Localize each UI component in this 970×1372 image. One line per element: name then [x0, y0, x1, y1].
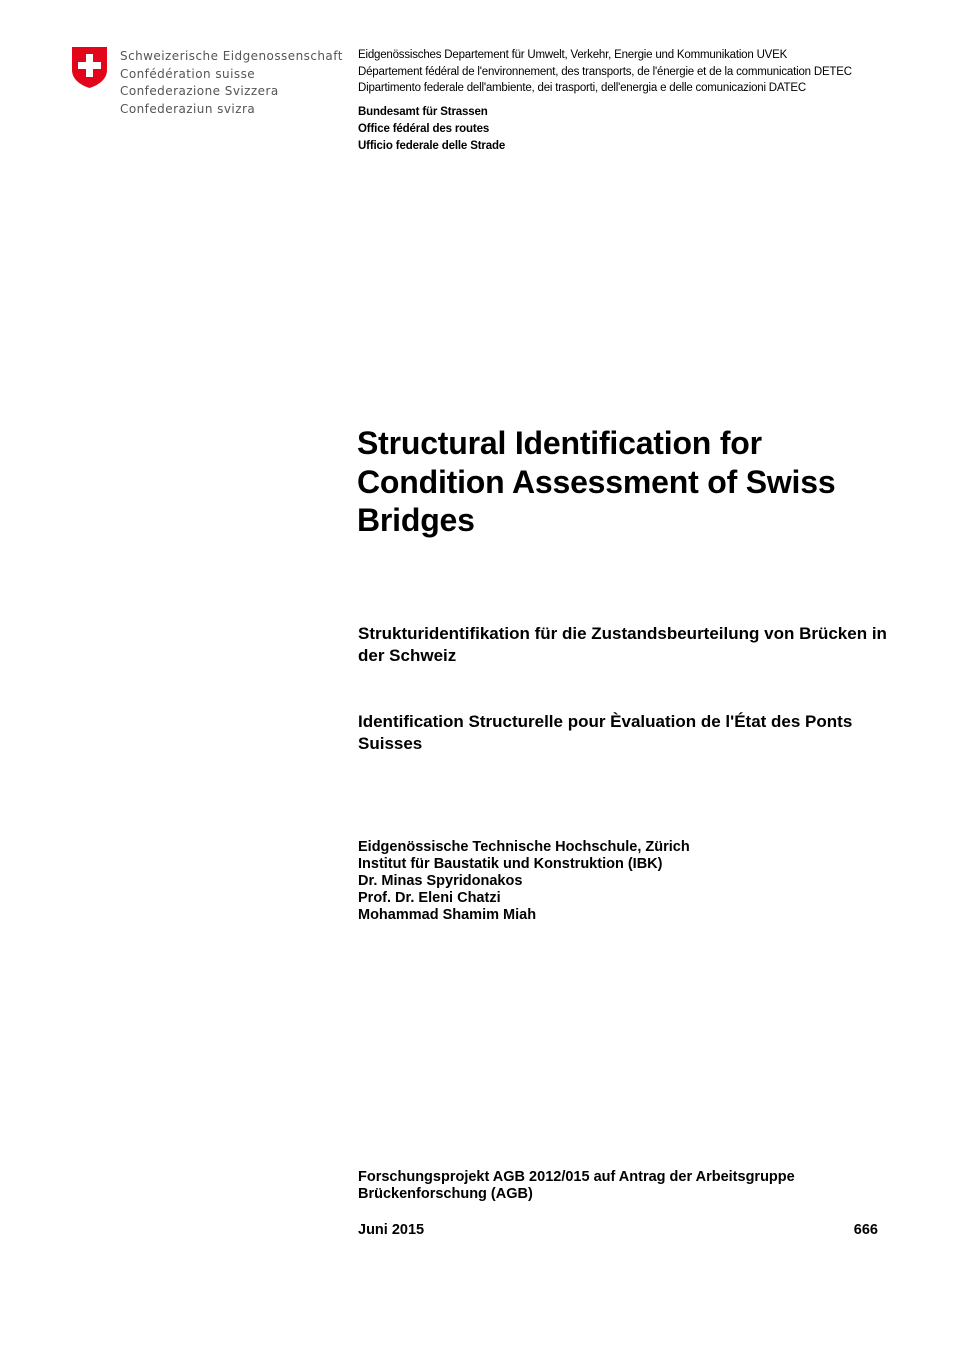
- author-name: Prof. Dr. Eleni Chatzi: [358, 890, 501, 906]
- office-de: Bundesamt für Strassen: [358, 106, 488, 118]
- office-fr: Office fédéral des routes: [358, 122, 490, 135]
- subtitle-french: Identification Structurelle pour Èvaluation de l'État des Ponts Suisses: [358, 712, 853, 753]
- confed-name-de: Schweizerische Eidgenossenschaft: [120, 49, 343, 63]
- confederation-names: [120, 48, 343, 118]
- swiss-cross-shield-icon: [71, 46, 108, 89]
- report-number: 666: [853, 1222, 878, 1238]
- office-header: [358, 104, 758, 154]
- author-name: Mohammad Shamim Miah: [358, 907, 537, 923]
- confed-name-rm: Confederaziun svizra: [120, 101, 256, 116]
- author-institute: Institut für Baustatik und Konstruktion (IBK): [358, 856, 663, 872]
- author-name: Dr. Minas Spyridonakos: [358, 873, 523, 889]
- report-title: Structural Identification for Condition Assessment of Swiss Bridges: [357, 425, 836, 538]
- author-institution: Eidgenössische Technische Hochschule, Zürich: [358, 839, 690, 855]
- publication-date: Juni 2015: [358, 1222, 425, 1238]
- department-header: [358, 47, 938, 97]
- department-it: Dipartimento federale dell'ambiente, dei trasporti, dell'energia e delle comunicazioni DATEC: [358, 82, 806, 94]
- confed-name-it: Confederazione Svizzera: [120, 84, 279, 98]
- subtitle-german: Strukturidentifikation für die Zustandsbeurteilung von Brücken in der Schweiz: [358, 624, 887, 665]
- department-de: Eidgenössisches Departement für Umwelt, Verkehr, Energie und Kommunikation UVEK: [358, 49, 788, 61]
- authors-block: [358, 839, 878, 924]
- office-it: Ufficio federale delle Strade: [358, 139, 506, 152]
- confed-name-fr: Confédération suisse: [120, 66, 256, 81]
- department-fr: Département fédéral de l'environnement, des transports, de l'énergie et de la communication DETEC: [358, 65, 852, 78]
- project-reference: Forschungsprojekt AGB 2012/015 auf Antrag der Arbeitsgruppe Brückenforschung (AGB): [358, 1169, 795, 1202]
